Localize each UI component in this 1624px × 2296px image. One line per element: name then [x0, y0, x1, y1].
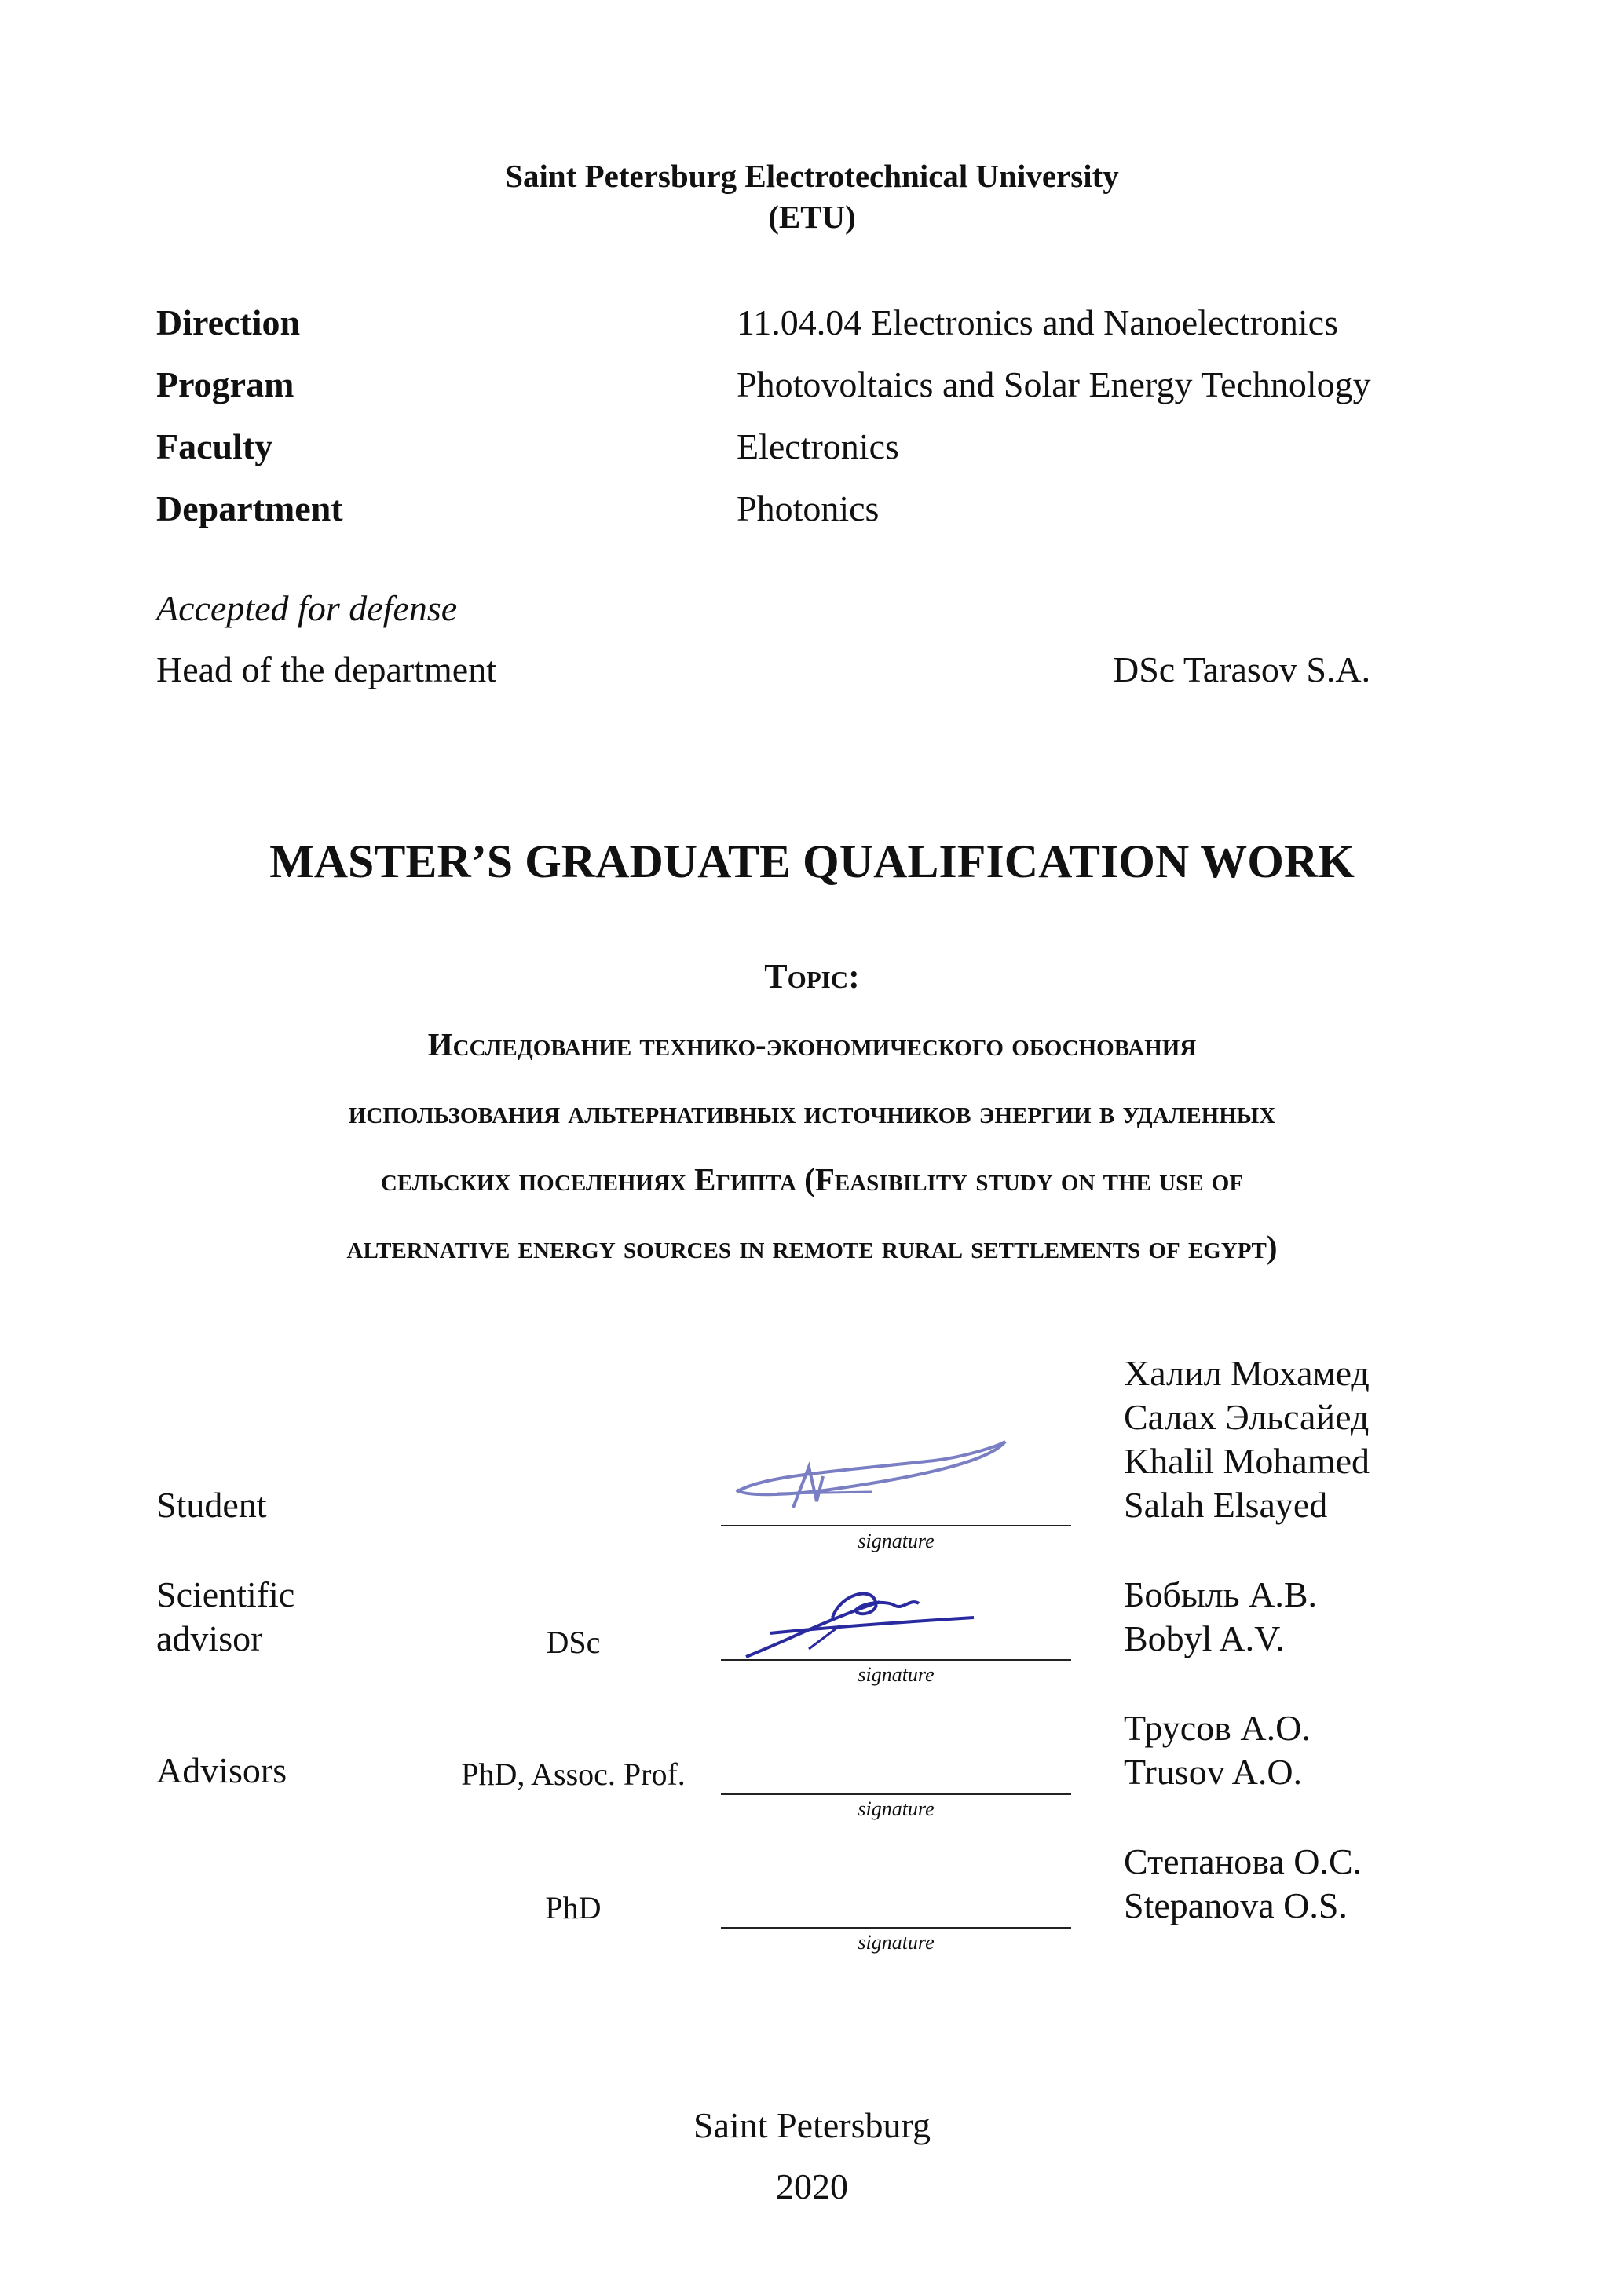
advisor-2-name-en: Stepanova O.S. — [1124, 1885, 1348, 1925]
signature-caption: signature — [858, 1530, 935, 1552]
student-signature-image — [730, 1429, 1013, 1523]
scientific-advisor-name-ru: Бобыль А.В. — [1124, 1574, 1318, 1614]
signature-caption: signature — [858, 1663, 935, 1686]
advisor-1-signature-line — [721, 1793, 1071, 1795]
accepted-for-defense: Accepted for defense — [156, 588, 458, 628]
scientific-advisor-name-en: Bobyl A.V. — [1124, 1618, 1285, 1658]
footer-city: Saint Petersburg — [693, 2105, 931, 2145]
program-value: Photovoltaics and Solar Energy Technology — [737, 364, 1371, 404]
department-label: Department — [156, 488, 343, 528]
footer-year: 2020 — [776, 2166, 848, 2206]
head-of-department-name: DSc Tarasov S.A. — [1113, 649, 1371, 689]
faculty-value: Electronics — [737, 426, 899, 466]
direction-value: 11.04.04 Electronics and Nanoelectronics — [737, 302, 1338, 342]
head-of-department-label: Head of the department — [156, 649, 496, 689]
student-role: Student — [156, 1485, 267, 1525]
signature-caption: signature — [858, 1797, 935, 1820]
document-title: MASTER’S GRADUATE QUALIFICATION WORK — [269, 835, 1355, 887]
faculty-label: Faculty — [156, 426, 273, 466]
scientific-advisor-role-1: Scientific — [156, 1574, 295, 1614]
advisors-role: Advisors — [156, 1750, 287, 1790]
university-name: Saint Petersburg Electrotechnical University — [505, 158, 1119, 194]
student-name-en-1: Khalil Mohamed — [1124, 1441, 1370, 1481]
topic-line: сельских поселениях Египта (Feasibility study on the use of — [380, 1161, 1244, 1197]
topic-line: использования альтернативных источников энергии в удаленных — [348, 1094, 1276, 1130]
advisor-1-name-ru: Трусов А.О. — [1124, 1708, 1311, 1748]
student-name-en-2: Salah Elsayed — [1124, 1485, 1328, 1525]
department-value: Photonics — [737, 488, 880, 528]
student-signature-line — [721, 1525, 1071, 1526]
advisor-2-signature-line — [721, 1927, 1071, 1929]
advisor-signature-line — [721, 1659, 1071, 1661]
advisor-2-degree: PhD — [545, 1890, 602, 1925]
topic-line: Исследование технико-экономического обоснования — [427, 1026, 1197, 1062]
advisor-1-degree: PhD, Assoc. Prof. — [461, 1757, 686, 1792]
topic-label: Topic: — [764, 957, 860, 996]
advisor-signature-image — [738, 1578, 997, 1665]
student-name-ru-2: Салах Эльсайед — [1124, 1397, 1370, 1437]
direction-label: Direction — [156, 302, 301, 342]
university-abbreviation: (ETU) — [768, 199, 856, 235]
advisor-1-name-en: Trusov A.O. — [1124, 1752, 1303, 1792]
scientific-advisor-role-2: advisor — [156, 1618, 263, 1658]
program-label: Program — [156, 364, 294, 404]
topic-line: alternative energy sources in remote rural settlements of egypt) — [346, 1229, 1278, 1265]
student-name-ru-1: Халил Мохамед — [1124, 1353, 1370, 1393]
signature-caption: signature — [858, 1931, 935, 1954]
advisor-2-name-ru: Степанова О.С. — [1124, 1841, 1362, 1881]
scientific-advisor-degree: DSc — [546, 1625, 601, 1660]
